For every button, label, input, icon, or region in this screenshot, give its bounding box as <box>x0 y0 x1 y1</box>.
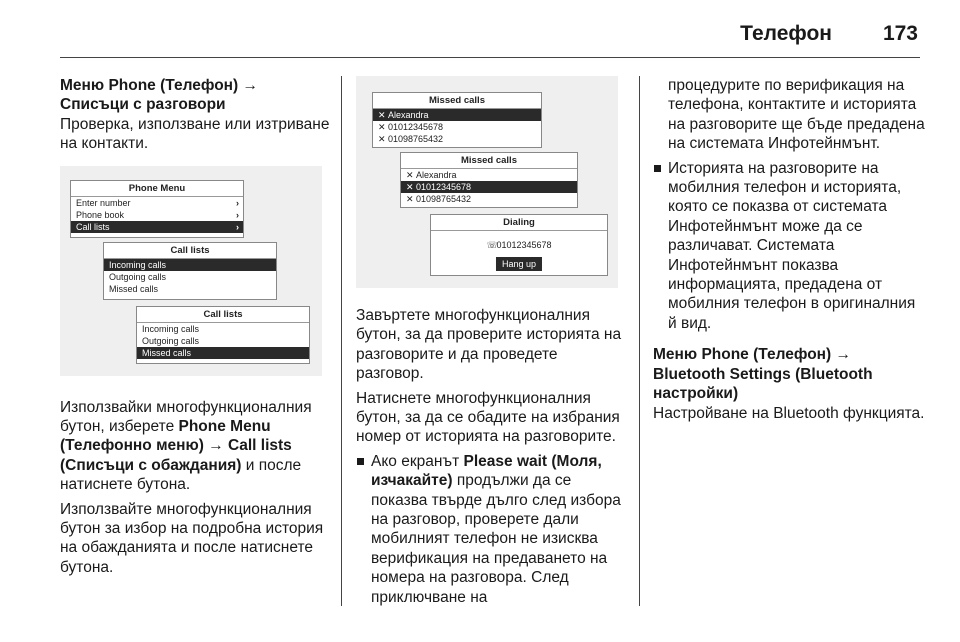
screen-title: Phone Menu <box>71 181 243 197</box>
column-3 <box>653 76 925 428</box>
section-text: Настройване на Bluetooth функцията. <box>653 404 925 422</box>
bullet-square-icon <box>357 458 364 465</box>
missed-calls-screen <box>400 152 578 208</box>
section-heading: Меню Phone (Телефон) → Bluetooth Settings (Bluetooth настройки) <box>653 346 873 403</box>
chevron-right-icon: › <box>236 209 239 220</box>
phone-icon: ☏ <box>486 240 498 250</box>
bullet-square-icon <box>654 165 661 172</box>
list-item: ✕ 01098765432 <box>378 134 444 144</box>
call-lists-screen <box>136 306 310 364</box>
phone-menu-screen <box>70 180 244 238</box>
menu-item: Outgoing calls <box>142 335 200 346</box>
page-number: 173 <box>882 22 918 45</box>
list-item-selected: ✕ 01012345678 <box>401 181 577 193</box>
missed-call-icon: ✕ <box>378 134 386 144</box>
instruction-paragraph: Натиснете многофункционалния бутон, за да се обадите на избрания номер от историята на разговорите. <box>356 389 620 446</box>
instruction-paragraph: Използвайки многофункционалния бутон, изберете Phone Menu (Телефонно меню) → Call lists (Списъци с обаждания) и после натиснете бутона. <box>60 398 312 494</box>
missed-call-icon: ✕ <box>378 122 386 132</box>
menu-item: Phone book › <box>76 209 239 220</box>
missed-call-icon: ✕ <box>406 170 414 180</box>
screen-illustration-missed-calls <box>356 76 618 288</box>
column-2 <box>356 76 624 612</box>
page-header <box>60 10 920 58</box>
list-item: ✕ 01098765432 <box>406 194 472 204</box>
list-item: ✕ Alexandra <box>406 170 457 180</box>
missed-calls-screen <box>372 92 542 148</box>
menu-item-selected: Incoming calls <box>104 259 276 271</box>
menu-item: Incoming calls <box>142 323 200 334</box>
column-1 <box>60 76 330 582</box>
instruction-paragraph: Завъртете многофункционалния бутон, за да проверите историята на разговорите и да проведете разговор. <box>356 307 622 383</box>
menu-item: Missed calls <box>109 283 159 294</box>
call-lists-screen <box>103 242 277 300</box>
list-item: ✕ 01012345678 <box>378 122 444 132</box>
hang-up-button: Hang up <box>496 257 542 271</box>
bullet-item: Историята на разговорите на мобилния телефон и историята, която се показва от системата Инфотейнмънт може да се различават. Системата Инфотейнмънт показва информацията, предадена от мобилния телефон в оригиналния й вид. <box>653 159 925 334</box>
missed-call-icon: ✕ <box>406 182 414 192</box>
instruction-paragraph: Използвайте многофункционалния бутон за избор на подробна история на обажданията и после натиснете бутона. <box>60 500 324 576</box>
missed-call-icon: ✕ <box>406 194 414 204</box>
chevron-right-icon: › <box>236 221 239 232</box>
header-title: Телефон <box>740 22 832 45</box>
menu-item-selected: Call lists › <box>71 221 243 233</box>
section-heading: Меню Phone (Телефон) → Списъци с разговори <box>60 77 259 114</box>
dialing-screen <box>430 214 608 276</box>
menu-item: Outgoing calls <box>109 271 167 282</box>
screen-title: Dialing <box>431 215 607 231</box>
screen-title: Missed calls <box>401 153 577 169</box>
list-item-selected: ✕ Alexandra <box>373 109 541 121</box>
missed-call-icon: ✕ <box>378 110 386 120</box>
bullet-continuation: процедурите по верификация на телефона, контактите и историята на разговорите ще бъде предадена на системата Инфотейнмънт. <box>668 77 925 153</box>
chevron-right-icon: › <box>236 197 239 208</box>
bullet-item: Ако екранът Please wait (Моля, изчакайте) продължи да се показва твърде дълго след избора на разговор, проверете дали мобилният телефон не изисква верификация на предаването на номера на разговора. След приключване на <box>356 452 624 607</box>
menu-item-selected: Missed calls <box>137 347 309 359</box>
dialing-number: ☏01012345678 <box>486 240 552 250</box>
menu-item: Enter number › <box>76 197 239 208</box>
screen-title: Call lists <box>104 243 276 259</box>
screen-illustration-call-lists <box>60 166 322 376</box>
screen-title: Call lists <box>137 307 309 323</box>
screen-title: Missed calls <box>373 93 541 109</box>
section-intro: Проверка, използване или изтриване на контакти. <box>60 115 330 153</box>
header-rule <box>60 57 920 58</box>
column-divider <box>341 76 342 606</box>
column-divider <box>639 76 640 606</box>
